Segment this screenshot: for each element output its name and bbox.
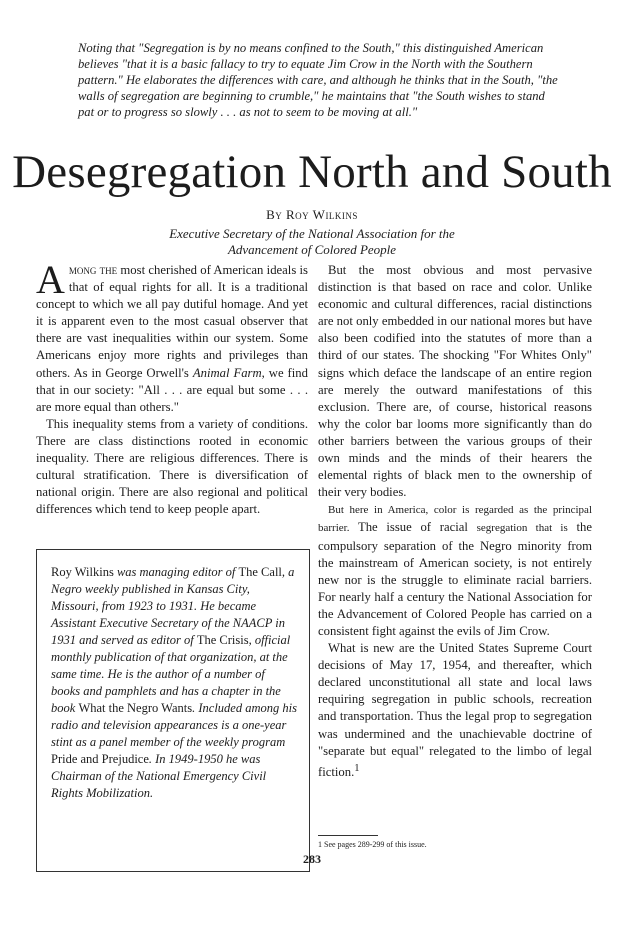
left-paragraph-1-text: most cherished of American ideals is that of equal rights for all. It is a traditional concept to which we all pay dutiful homage. And yet it is apparent even to the most casual observer that there are vast inequalities within our system. Some Americans enjoy more rights and privileges than others. As in George Orwell's bbox=[36, 263, 308, 380]
left-column bbox=[36, 257, 308, 518]
left-paragraph-1 bbox=[36, 257, 308, 416]
right-paragraph-2: But here in America, color is regarded as the principal barrier. The issue of racial segregation that is the compulsory separation of the Negro minority from the mainstream of American society, is not entirely new nor is the struggle to eliminate racial barriers. For nearly half a century the National Association for the Advancement of Colored People has carried on a consistent fight against the evils of Jim Crow. bbox=[318, 504, 592, 638]
left-paragraph-1-end: , we find that in our society: "All . . . are equal but some . . . are more equal than others." bbox=[36, 365, 308, 414]
footnote-marker: 1 bbox=[354, 762, 360, 774]
article-title: Desegregation North and South bbox=[12, 146, 612, 198]
bio-name: Roy Wilkins bbox=[51, 565, 114, 579]
affiliation-line-2: Advancement of Colored People bbox=[227, 242, 397, 257]
bio-book-title: What the Negro Wants bbox=[78, 701, 193, 715]
lead-in: mong the bbox=[68, 263, 118, 277]
drop-cap: A bbox=[36, 257, 65, 302]
bio-pub-the-crisis: The Crisis bbox=[196, 633, 249, 647]
right-paragraph-1: But the most obvious and most pervasive distinction is that based on race and color. Unlike economic and cultural differences, racial distinctions are not only embedded in our national mores but have also been codified into the statutes of more than a third of our states. The shocking "For Whites Only" signs which deface the landscape of an entire region are merely the outward manifestations of this exclusion. There are, of course, historical reasons why the color bar looms more significantly than do other barriers between the various groups of their own minds and the minds of their hearers the elemental rights of black men to the ownership of their very bodies. bbox=[318, 263, 592, 500]
affiliation-line-1: Executive Secretary of the National Association for the bbox=[169, 226, 455, 241]
footnote-rule bbox=[318, 835, 378, 836]
bio-program-title: Pride and Prejudice bbox=[51, 752, 149, 766]
author-affiliation bbox=[0, 226, 624, 258]
intro-paragraph: Noting that "Segregation is by no means confined to the South," this distinguished American believes "that it is a basic fallacy to try to equate Jim Crow in the North with the Southern pattern." He elaborates the differences with care, and although he thinks that in the South, "the walls of segregation are beginning to crumble," he maintains that "the South wishes to stand pat or to progress so slowly . . . as not to seem to be moving at all." bbox=[78, 41, 558, 119]
left-paragraph-2: This inequality stems from a variety of conditions. There are class distinctions rooted in economic inequality. There are religious differences. There is cultural stratification. There is diversification of national origin. There are also regional and political differences which tend to keep people apart. bbox=[36, 416, 308, 517]
author-bio-box bbox=[36, 549, 310, 872]
bio-pub-the-call: The Call bbox=[238, 565, 282, 579]
page-number: 283 bbox=[303, 852, 321, 866]
book-title-animal-farm: Animal Farm bbox=[192, 365, 262, 380]
right-paragraph-3: What is new are the United States Supreme Court decisions of May 17, 1954, and thereafter, which declared unconstitutional all state and local laws requiring segregation in public schools, recreation and transportation. Thus the legal prop to segregation was undermined and the unachievable doctrine of "separate but equal" relegated to the limbo of legal fiction.$^1$ bbox=[318, 641, 592, 779]
bio-text: Roy Wilkins was managing editor of The Call, a Negro weekly published in Kansas City, Missouri, from 1923 to 1931. He became Assistant Executive Secretary of the NAACP in 1931 and served as editor of The Crisis, official monthly publication of that organization, at the same time. He is the author of a number of books and pamphlets and has a chapter in the book What the Negro Wants. Included among his radio and television appearances is a one-year stint as a panel member of the weekly program Pride and Prejudice. In 1949-1950 he was Chairman of the National Emergency Civil Rights Mobilization. bbox=[51, 565, 297, 800]
right-column bbox=[318, 262, 592, 781]
byline: By Roy Wilkins bbox=[266, 207, 358, 222]
footnote: 1 See pages 289-299 of this issue. bbox=[318, 840, 427, 849]
